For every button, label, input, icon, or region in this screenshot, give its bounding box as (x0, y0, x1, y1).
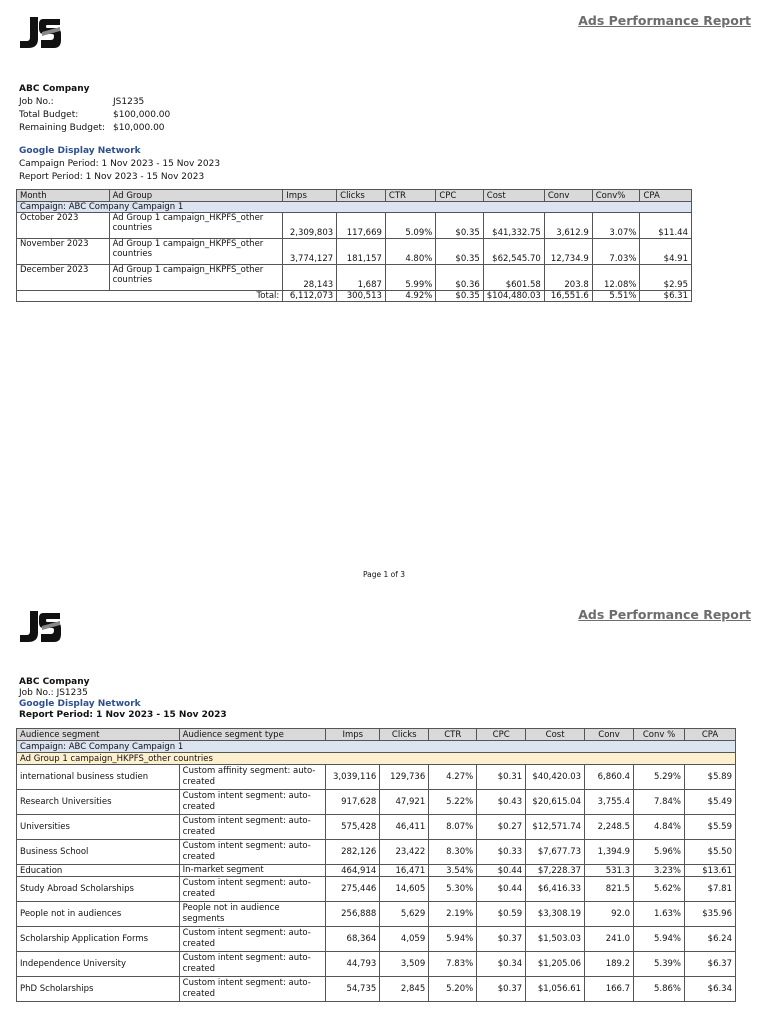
cost-cell: $20,615.04 (526, 790, 585, 815)
table-row (17, 765, 736, 790)
cpa-cell: $5.59 (684, 815, 735, 840)
imps-cell: 28,143 (283, 265, 337, 291)
table-row (17, 840, 736, 865)
column-header: Conv (544, 190, 592, 202)
cpa-cell: $6.34 (684, 977, 735, 1002)
column-header: CPA (684, 729, 735, 741)
cost-cell: $601.58 (483, 265, 544, 291)
audience-segment-table (16, 728, 736, 1002)
imps-cell: 464,914 (326, 865, 380, 877)
clicks-cell: 129,736 (380, 765, 429, 790)
column-header: Imps (326, 729, 380, 741)
total-conv-rate: 5.51% (592, 291, 640, 302)
segment-type-cell: Custom intent segment: auto-created (179, 952, 326, 977)
cost-cell: $62,545.70 (483, 239, 544, 265)
clicks-cell: 14,605 (380, 877, 429, 902)
cpc-cell: $0.44 (477, 865, 526, 877)
campaign-label: Campaign: ABC Company Campaign 1 (17, 202, 692, 213)
conv-cell: 241.0 (585, 927, 634, 952)
ctr-cell: 8.30% (429, 840, 477, 865)
conv-rate-cell: 4.84% (634, 815, 685, 840)
segment-cell: PhD Scholarships (17, 977, 180, 1002)
imps-cell: 44,793 (326, 952, 380, 977)
cost-cell: $41,332.75 (483, 213, 544, 239)
table-row (17, 877, 736, 902)
conv-cell: 189.2 (585, 952, 634, 977)
conv-cell: 531.3 (585, 865, 634, 877)
ctr-cell: 5.99% (385, 265, 435, 291)
imps-cell: 68,364 (326, 927, 380, 952)
cpa-cell: $2.95 (640, 265, 692, 291)
conv-rate-cell: 12.08% (592, 265, 640, 291)
clicks-cell: 2,845 (380, 977, 429, 1002)
conv-rate-cell: 5.86% (634, 977, 685, 1002)
imps-cell: 3,039,116 (326, 765, 380, 790)
cpa-cell: $5.89 (684, 765, 735, 790)
cpc-cell: $0.44 (477, 877, 526, 902)
table-header-row (17, 729, 736, 741)
column-header: Ad Group (109, 190, 283, 202)
cpc-cell: $0.33 (477, 840, 526, 865)
column-header: Imps (283, 190, 337, 202)
imps-cell: 282,126 (326, 840, 380, 865)
conv-rate-cell: 3.23% (634, 865, 685, 877)
report-page-2 (0, 596, 768, 1024)
ad-group-row (17, 753, 736, 765)
clicks-cell: 23,422 (380, 840, 429, 865)
cpc-cell: $0.37 (477, 977, 526, 1002)
segment-type-cell: Custom intent segment: auto-created (179, 977, 326, 1002)
conv-rate-cell: 5.39% (634, 952, 685, 977)
ctr-cell: 5.09% (385, 213, 435, 239)
conv-rate-cell: 5.62% (634, 877, 685, 902)
table-row (17, 952, 736, 977)
ctr-cell: 7.83% (429, 952, 477, 977)
ctr-cell: 5.30% (429, 877, 477, 902)
table-row (17, 977, 736, 1002)
cpa-cell: $35.96 (684, 902, 735, 927)
column-header: Cost (483, 190, 544, 202)
cpa-cell: $6.24 (684, 927, 735, 952)
ctr-cell: 4.27% (429, 765, 477, 790)
clicks-cell: 1,687 (337, 265, 386, 291)
column-header: Month (17, 190, 110, 202)
cost-cell: $6,416.33 (526, 877, 585, 902)
table-row (17, 790, 736, 815)
table-row (17, 815, 736, 840)
conv-cell: 6,860.4 (585, 765, 634, 790)
total-row (17, 291, 692, 302)
monthly-performance-table (16, 189, 692, 302)
ctr-cell: 3.54% (429, 865, 477, 877)
company-info (19, 677, 227, 721)
imps-cell: 3,774,127 (283, 239, 337, 265)
ctr-cell: 5.20% (429, 977, 477, 1002)
segment-type-cell: Custom intent segment: auto-created (179, 927, 326, 952)
cpa-cell: $11.44 (640, 213, 692, 239)
total-budget-row: Total Budget: $100,000.00 (19, 110, 171, 120)
job-number: Job No.: JS1235 (19, 688, 88, 698)
report-title: Ads Performance Report (578, 607, 751, 622)
remaining-budget-row: Remaining Budget: $10,000.00 (19, 123, 165, 133)
column-header: Conv% (592, 190, 640, 202)
conv-cell: 12,734.9 (544, 239, 592, 265)
cost-cell: $7,677.73 (526, 840, 585, 865)
column-header: Cost (526, 729, 585, 741)
segment-type-cell: Custom intent segment: auto-created (179, 790, 326, 815)
conv-cell: 2,248.5 (585, 815, 634, 840)
company-info (19, 83, 220, 184)
segment-type-cell: People not in audience segments (179, 902, 326, 927)
clicks-cell: 5,629 (380, 902, 429, 927)
table-header-row (17, 190, 692, 202)
imps-cell: 54,735 (326, 977, 380, 1002)
column-header: CTR (385, 190, 435, 202)
total-cpa: $6.31 (640, 291, 692, 302)
cpa-cell: $13.61 (684, 865, 735, 877)
conv-rate-cell: 5.29% (634, 765, 685, 790)
segment-cell: Education (17, 865, 180, 877)
ctr-cell: 5.94% (429, 927, 477, 952)
cost-cell: $3,308.19 (526, 902, 585, 927)
campaign-label: Campaign: ABC Company Campaign 1 (17, 741, 736, 753)
cost-cell: $1,056.61 (526, 977, 585, 1002)
conv-cell: 3,612.9 (544, 213, 592, 239)
cpc-cell: $0.35 (436, 239, 483, 265)
table-row (17, 213, 692, 239)
clicks-cell: 4,059 (380, 927, 429, 952)
conv-cell: 821.5 (585, 877, 634, 902)
cpc-cell: $0.34 (477, 952, 526, 977)
total-cpc: $0.35 (436, 291, 483, 302)
column-header: CPA (640, 190, 692, 202)
campaign-period: Campaign Period: 1 Nov 2023 - 15 Nov 2023 (19, 159, 221, 169)
total-conv: 16,551.6 (544, 291, 592, 302)
campaign-row (17, 741, 736, 753)
table-row (17, 265, 692, 291)
ctr-cell: 4.80% (385, 239, 435, 265)
segment-cell: Business School (17, 840, 180, 865)
imps-cell: 2,309,803 (283, 213, 337, 239)
imps-cell: 256,888 (326, 902, 380, 927)
segment-cell: Research Universities (17, 790, 180, 815)
cpa-cell: $5.49 (684, 790, 735, 815)
conv-cell: 166.7 (585, 977, 634, 1002)
column-header: CPC (477, 729, 526, 741)
js-logo-icon (16, 609, 62, 645)
column-header: CTR (429, 729, 477, 741)
cost-cell: $40,420.03 (526, 765, 585, 790)
cpa-cell: $6.37 (684, 952, 735, 977)
cost-cell: $1,503.03 (526, 927, 585, 952)
clicks-cell: 47,921 (380, 790, 429, 815)
cpc-cell: $0.31 (477, 765, 526, 790)
page-number: Page 1 of 3 (362, 570, 406, 579)
month-cell: December 2023 (17, 265, 110, 291)
cpa-cell: $5.50 (684, 840, 735, 865)
segment-type-cell: Custom intent segment: auto-created (179, 815, 326, 840)
total-cost: $104,480.03 (483, 291, 544, 302)
clicks-cell: 3,509 (380, 952, 429, 977)
column-header: CPC (436, 190, 483, 202)
cpa-cell: $4.91 (640, 239, 692, 265)
cpc-cell: $0.36 (436, 265, 483, 291)
conv-cell: 3,755.4 (585, 790, 634, 815)
conv-cell: 1,394.9 (585, 840, 634, 865)
conv-rate-cell: 5.96% (634, 840, 685, 865)
total-label: Total: (17, 291, 283, 302)
table-row (17, 902, 736, 927)
cpc-cell: $0.35 (436, 213, 483, 239)
network-name: Google Display Network (19, 699, 141, 709)
clicks-cell: 117,669 (337, 213, 386, 239)
segment-type-cell: Custom affinity segment: auto-created (179, 765, 326, 790)
job-number-row: Job No.: JS1235 (19, 97, 145, 107)
column-header: Clicks (380, 729, 429, 741)
clicks-cell: 46,411 (380, 815, 429, 840)
cpc-cell: $0.43 (477, 790, 526, 815)
ctr-cell: 5.22% (429, 790, 477, 815)
cpc-cell: $0.27 (477, 815, 526, 840)
segment-cell: Independence University (17, 952, 180, 977)
column-header: Conv (585, 729, 634, 741)
network-name: Google Display Network (19, 146, 141, 156)
ad-group-cell: Ad Group 1 campaign_HKPFS_other countries (109, 265, 283, 291)
segment-type-cell: Custom intent segment: auto-created (179, 840, 326, 865)
clicks-cell: 181,157 (337, 239, 386, 265)
month-cell: November 2023 (17, 239, 110, 265)
table-row (17, 927, 736, 952)
column-header: Conv % (634, 729, 685, 741)
ctr-cell: 2.19% (429, 902, 477, 927)
clicks-cell: 16,471 (380, 865, 429, 877)
column-header: Audience segment (17, 729, 180, 741)
conv-cell: 203.8 (544, 265, 592, 291)
segment-cell: Study Abroad Scholarships (17, 877, 180, 902)
imps-cell: 275,446 (326, 877, 380, 902)
total-ctr: 4.92% (385, 291, 435, 302)
total-clicks: 300,513 (337, 291, 386, 302)
conv-rate-cell: 3.07% (592, 213, 640, 239)
table-row (17, 239, 692, 265)
campaign-row (17, 202, 692, 213)
js-logo-icon (16, 15, 62, 51)
company-name: ABC Company (19, 677, 90, 687)
cpa-cell: $7.81 (684, 877, 735, 902)
report-title: Ads Performance Report (578, 13, 751, 28)
column-header: Audience segment type (179, 729, 326, 741)
conv-rate-cell: 7.84% (634, 790, 685, 815)
company-name: ABC Company (19, 84, 90, 94)
ad-group-cell: Ad Group 1 campaign_HKPFS_other countries (109, 213, 283, 239)
segment-cell: Scholarship Application Forms (17, 927, 180, 952)
conv-rate-cell: 7.03% (592, 239, 640, 265)
cpc-cell: $0.37 (477, 927, 526, 952)
ad-group-cell: Ad Group 1 campaign_HKPFS_other countries (109, 239, 283, 265)
cost-cell: $1,205.06 (526, 952, 585, 977)
conv-cell: 92.0 (585, 902, 634, 927)
cost-cell: $12,571.74 (526, 815, 585, 840)
cost-cell: $7,228.37 (526, 865, 585, 877)
total-imps: 6,112,073 (283, 291, 337, 302)
segment-type-cell: Custom intent segment: auto-created (179, 877, 326, 902)
column-header: Clicks (337, 190, 386, 202)
segment-cell: Universities (17, 815, 180, 840)
month-cell: October 2023 (17, 213, 110, 239)
ad-group-label: Ad Group 1 campaign_HKPFS_other countries (17, 753, 736, 765)
table-row (17, 865, 736, 877)
ctr-cell: 8.07% (429, 815, 477, 840)
segment-rows (17, 765, 736, 1002)
segment-cell: international business studien (17, 765, 180, 790)
segment-type-cell: In-market segment (179, 865, 326, 877)
cpc-cell: $0.59 (477, 902, 526, 927)
report-period: Report Period: 1 Nov 2023 - 15 Nov 2023 (19, 710, 227, 720)
report-period: Report Period: 1 Nov 2023 - 15 Nov 2023 (19, 172, 205, 182)
segment-cell: People not in audiences (17, 902, 180, 927)
imps-cell: 917,628 (326, 790, 380, 815)
imps-cell: 575,428 (326, 815, 380, 840)
conv-rate-cell: 1.63% (634, 902, 685, 927)
conv-rate-cell: 5.94% (634, 927, 685, 952)
